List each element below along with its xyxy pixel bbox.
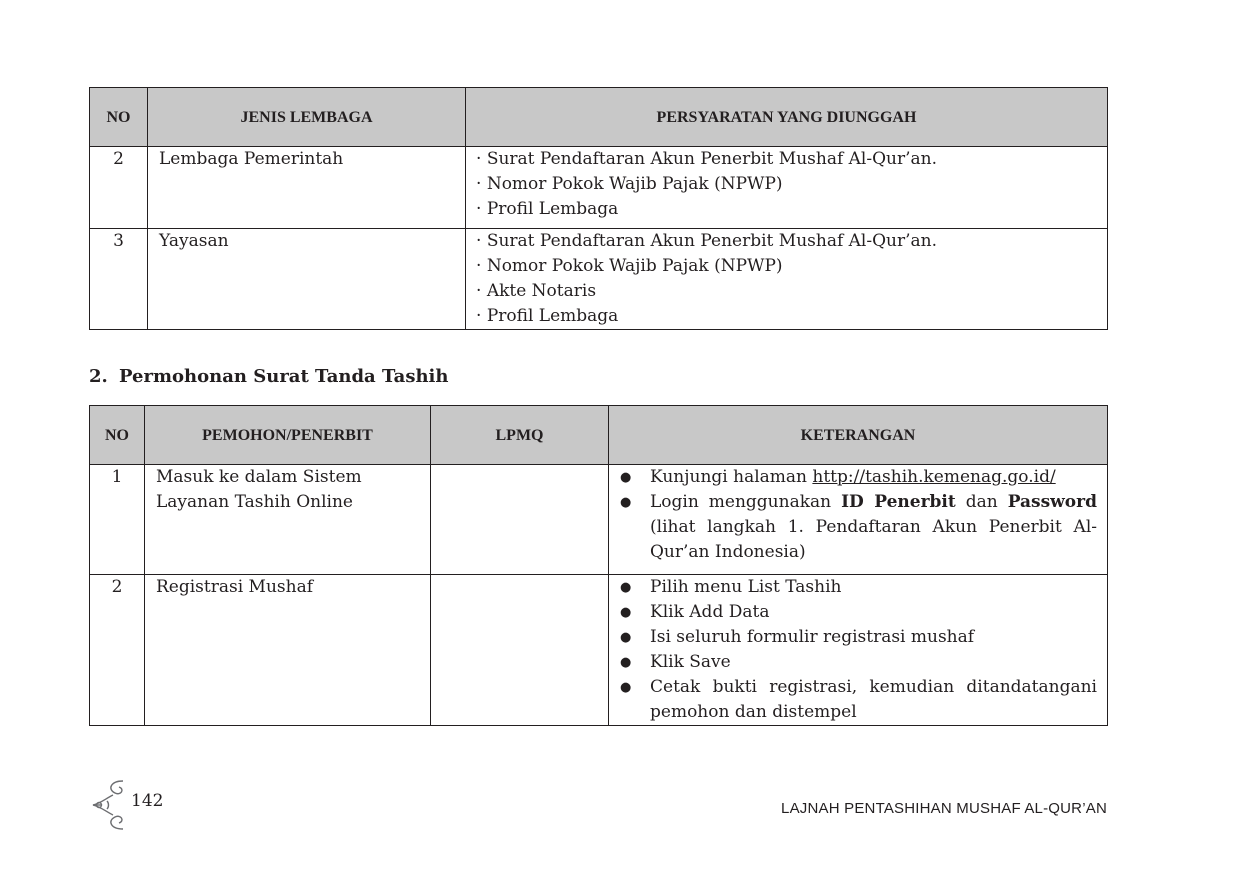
list-item: · Nomor Pokok Wajib Pajak (NPWP) <box>476 172 1107 197</box>
list-item-text: Login menggunakan <box>650 492 842 512</box>
list-item: · Nomor Pokok Wajib Pajak (NPWP) <box>476 254 1107 279</box>
table-row <box>90 229 1108 330</box>
description-list <box>609 465 1107 565</box>
table-header-row <box>90 88 1108 147</box>
list-item: · Profil Lembaga <box>476 304 1107 329</box>
list-item: · Akte Notaris <box>476 279 1107 304</box>
table-header-row <box>90 406 1108 465</box>
institution-type: Lembaga Pemerintah <box>148 147 466 229</box>
list-item <box>650 490 1097 565</box>
requirements-cell <box>466 229 1108 330</box>
row-number: 3 <box>90 229 148 330</box>
list-item: ● Pilih menu List Tashih <box>650 575 1097 600</box>
requirements-cell <box>466 147 1108 229</box>
tashih-website-link[interactable]: http://tashih.kemenag.go.id/ <box>812 467 1056 487</box>
requirements-table <box>89 87 1108 330</box>
list-item: ● Klik Save <box>650 650 1097 675</box>
lpmq-cell <box>431 575 609 726</box>
page-number-block <box>89 777 163 833</box>
list-item: ● Isi seluruh formulir registrasi mushaf <box>650 625 1097 650</box>
row-number: 2 <box>90 147 148 229</box>
institution-type: Yayasan <box>148 229 466 330</box>
section-heading <box>89 366 448 387</box>
table-row <box>90 465 1108 575</box>
header-persyaratan: PERSYARATAN YANG DIUNGGAH <box>466 88 1108 147</box>
list-item: · Profil Lembaga <box>476 197 1107 222</box>
list-item-text: dan <box>955 492 1008 512</box>
list-item: ● Cetak bukti registrasi, kemudian ditandatangani pemohon dan distempel <box>650 675 1097 725</box>
table-row <box>90 147 1108 229</box>
applicant-step: Masuk ke dalam Sistem Layanan Tashih Online <box>145 465 431 575</box>
requirements-list <box>466 229 1107 329</box>
applicant-step: Registrasi Mushaf <box>145 575 431 726</box>
description-cell <box>609 575 1108 726</box>
header-keterangan: KETERANGAN <box>609 406 1108 465</box>
description-cell <box>609 465 1108 575</box>
page-number: 142 <box>131 791 164 811</box>
list-item: · Surat Pendaftaran Akun Penerbit Mushaf Al-Qur’an. <box>476 147 1107 172</box>
running-footer-title: LAJNAH PENTASHIHAN MUSHAF AL-QUR’AN <box>781 800 1107 817</box>
list-item <box>650 465 1097 490</box>
description-list <box>609 575 1107 725</box>
header-no: NO <box>90 406 145 465</box>
section-number: 2. <box>89 366 108 387</box>
list-item: ● Klik Add Data <box>650 600 1097 625</box>
row-number: 2 <box>90 575 145 726</box>
table-row <box>90 575 1108 726</box>
header-lpmq: LPMQ <box>431 406 609 465</box>
bold-term-id-penerbit: ID Penerbit <box>841 492 956 512</box>
section-title: Permohonan Surat Tanda Tashih <box>119 366 449 387</box>
bold-term-password: Password <box>1007 492 1097 512</box>
list-item-text: (lihat langkah 1. Pendaftaran Akun Penerbit Al-Qur’an Indonesia) <box>650 517 1097 562</box>
ornament-icon <box>89 777 129 833</box>
requirements-list <box>466 147 1107 222</box>
header-jenis-lembaga: JENIS LEMBAGA <box>148 88 466 147</box>
header-no: NO <box>90 88 148 147</box>
list-item-text: Kunjungi halaman <box>650 467 813 487</box>
header-pemohon: PEMOHON/PENERBIT <box>145 406 431 465</box>
row-number: 1 <box>90 465 145 575</box>
lpmq-cell <box>431 465 609 575</box>
list-item: · Surat Pendaftaran Akun Penerbit Mushaf Al-Qur’an. <box>476 229 1107 254</box>
tashih-procedure-table <box>89 405 1108 726</box>
